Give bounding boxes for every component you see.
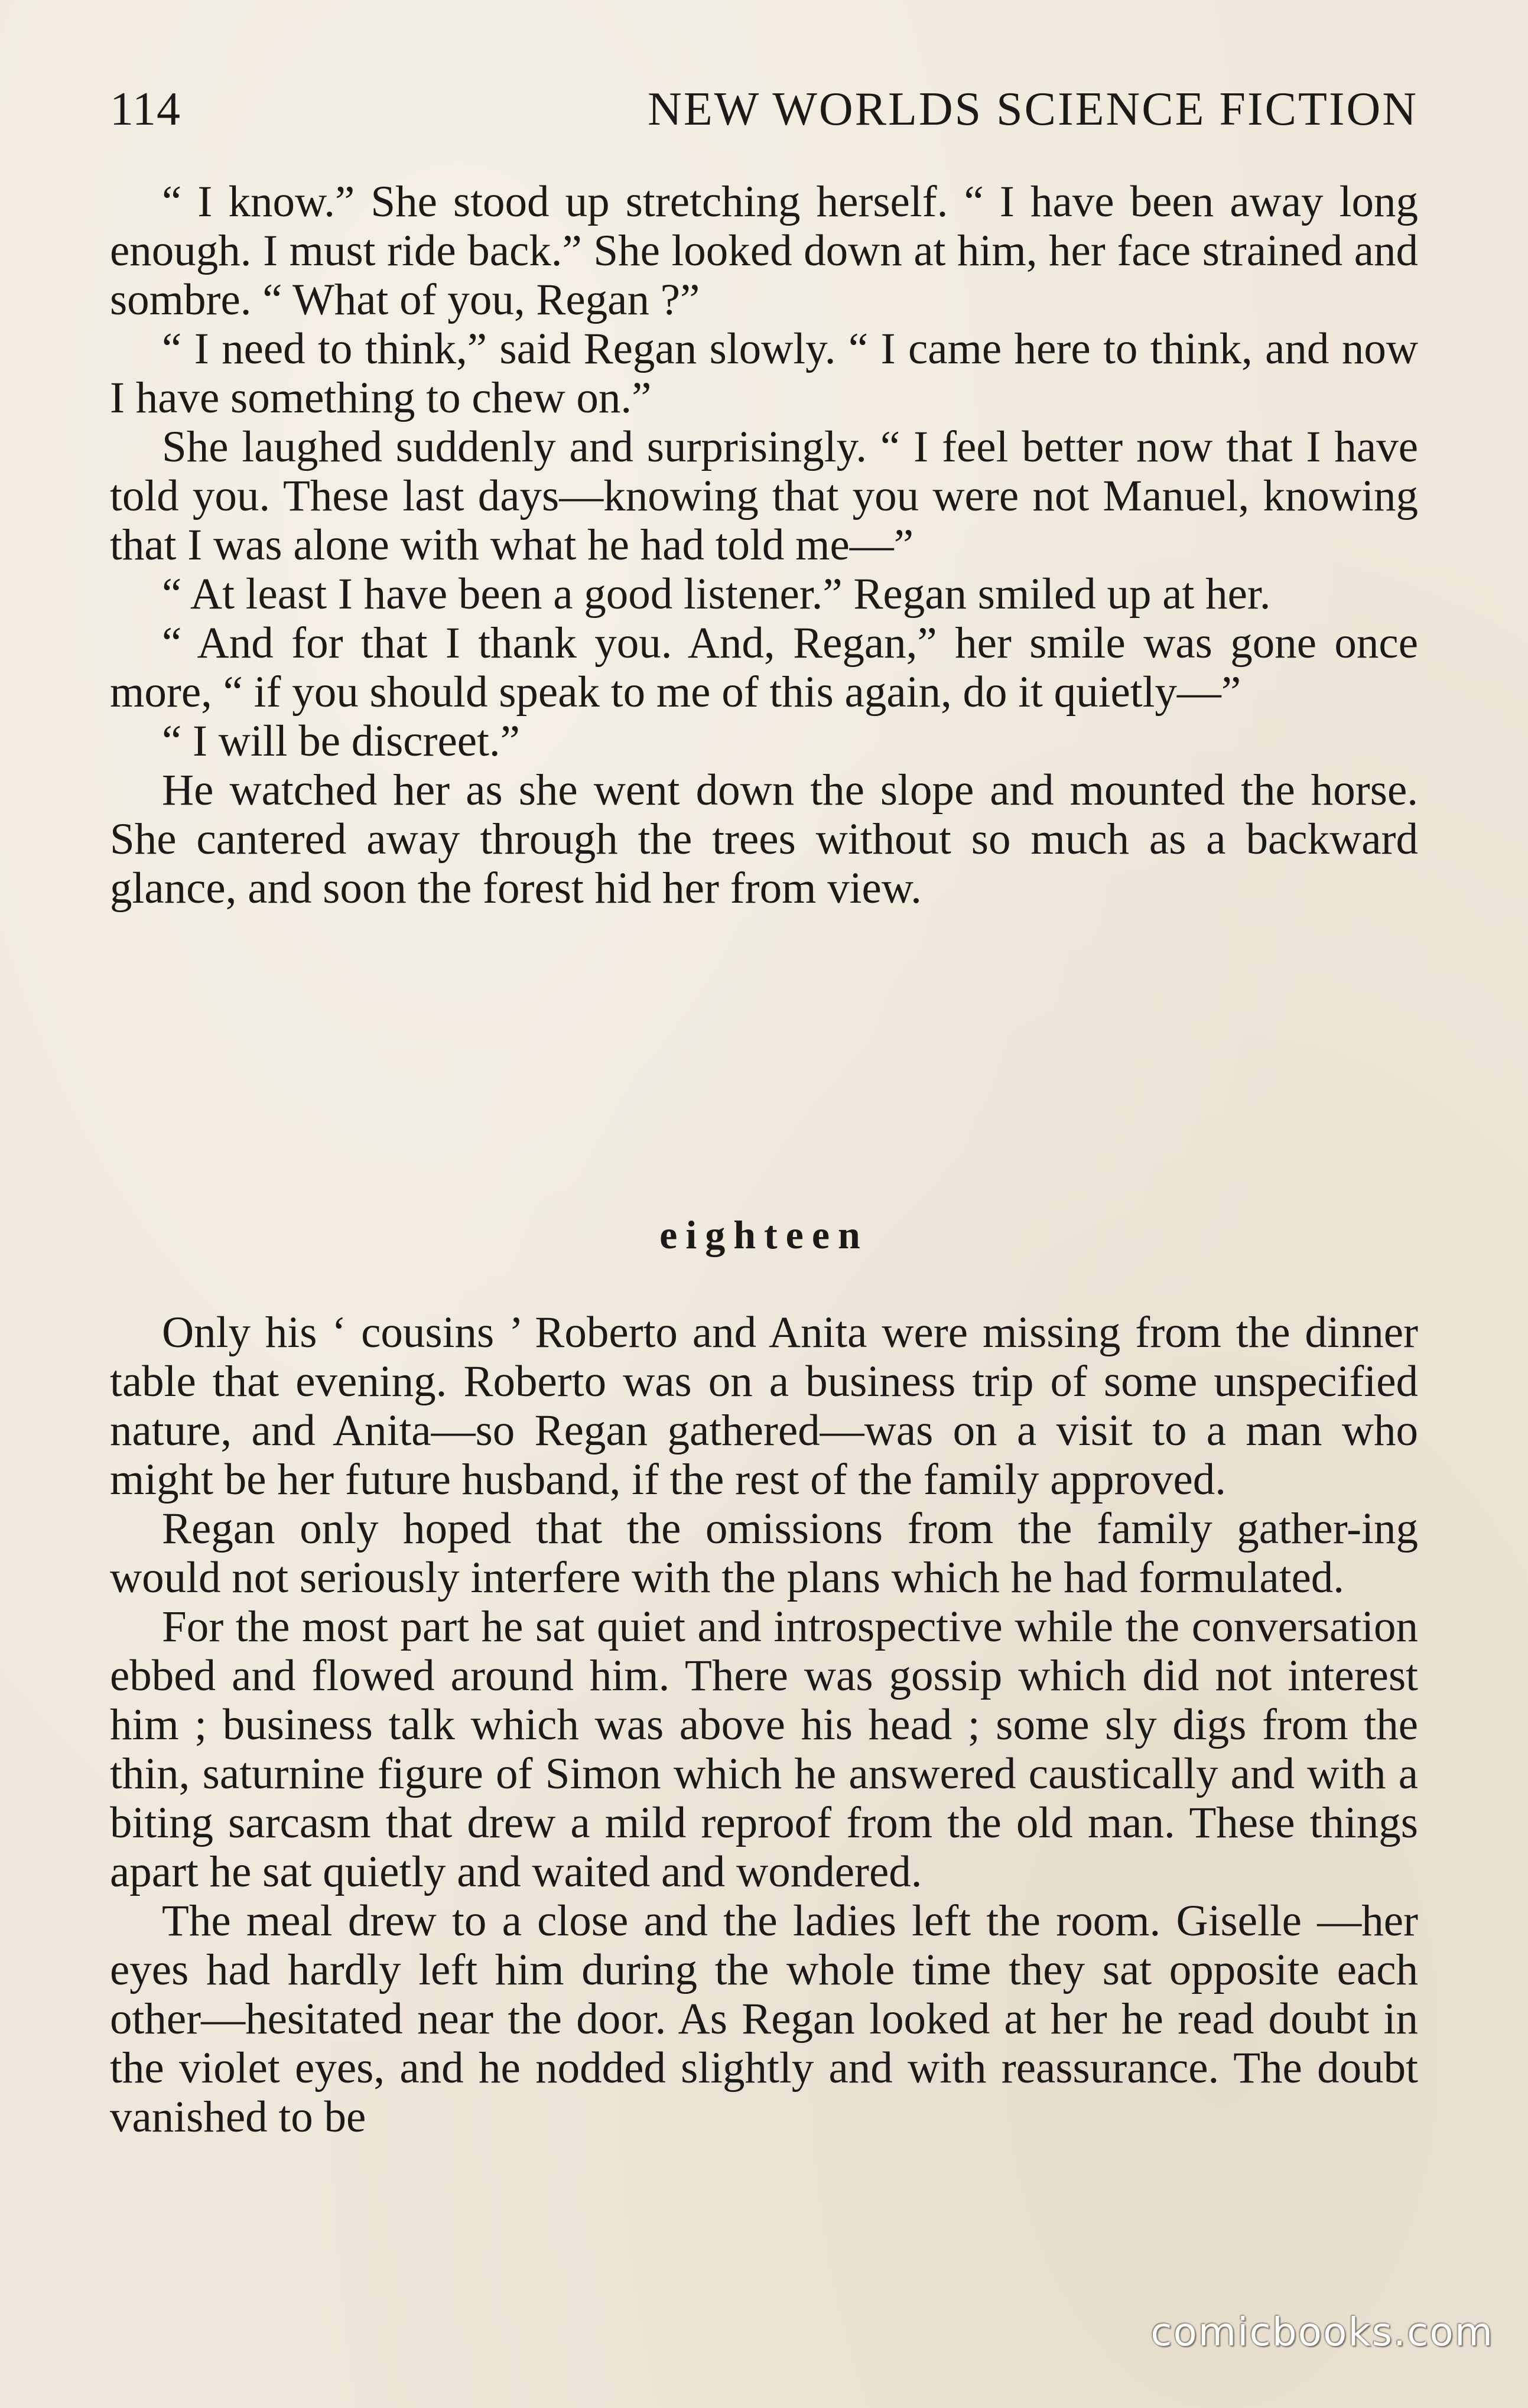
text-block-before-chapter bbox=[110, 177, 1418, 913]
paragraph: The meal drew to a close and the ladies left the room. Giselle —her eyes had hardly left him during the whole time they sat opposite each other—hesitated near the door. As Regan looked at her he read doubt in the violet eyes, and he nodded slightly and with reassurance. The doubt vanished to be bbox=[110, 1896, 1418, 2142]
paragraph: For the most part he sat quiet and introspective while the conversation ebbed and flowed around him. There was gossip which did not interest him ; business talk which was above his head ; some sly digs from the thin, saturnine figure of Simon which he answered caustically and with a biting sarcasm that drew a mild reproof from the old man. These things apart he sat quietly and waited and wondered. bbox=[110, 1602, 1418, 1896]
paragraph: Only his ‘ cousins ’ Roberto and Anita were missing from the dinner table that evening. Roberto was on a business trip of some unspecified nature, and Anita—so Regan gathered—was on a visit to a man who might be her future husband, if the rest of the family approved. bbox=[110, 1308, 1418, 1504]
paragraph: She laughed suddenly and surprisingly. “ I feel better now that I have told you. These last days—knowing that you were not Manuel, knowing that I was alone with what he had told me—” bbox=[110, 422, 1418, 570]
paragraph: He watched her as she went down the slope and mounted the horse. She cantered away through the trees without so much as a backward glance, and soon the forest hid her from view. bbox=[110, 766, 1418, 913]
paragraph: “ And for that I thank you. And, Regan,” her smile was gone once more, “ if you should speak to me of this again, do it quietly—” bbox=[110, 619, 1418, 717]
chapter-heading: eighteen bbox=[659, 1212, 869, 1257]
paragraph: “ I need to think,” said Regan slowly. “ I came here to think, and now I have something to chew on.” bbox=[110, 324, 1418, 422]
paragraph: Regan only hoped that the omissions from the family gather-ing would not seriously interfere with the plans which he had formulated. bbox=[110, 1504, 1418, 1602]
page-header bbox=[110, 77, 1418, 142]
text-block-chapter-eighteen bbox=[110, 1308, 1418, 2142]
paragraph: “ At least I have been a good listener.” Regan smiled up at her. bbox=[162, 570, 1271, 619]
paragraph: “ I know.” She stood up stretching herself. “ I have been away long enough. I must ride back.” She looked down at him, her face strained and sombre. “ What of you, Regan ?” bbox=[110, 177, 1418, 324]
watermark: comicbooks.com bbox=[1150, 2309, 1494, 2355]
page-number: 114 bbox=[110, 83, 181, 135]
paragraph: “ I will be discreet.” bbox=[162, 717, 520, 766]
running-head: NEW WORLDS SCIENCE FICTION bbox=[648, 83, 1418, 135]
